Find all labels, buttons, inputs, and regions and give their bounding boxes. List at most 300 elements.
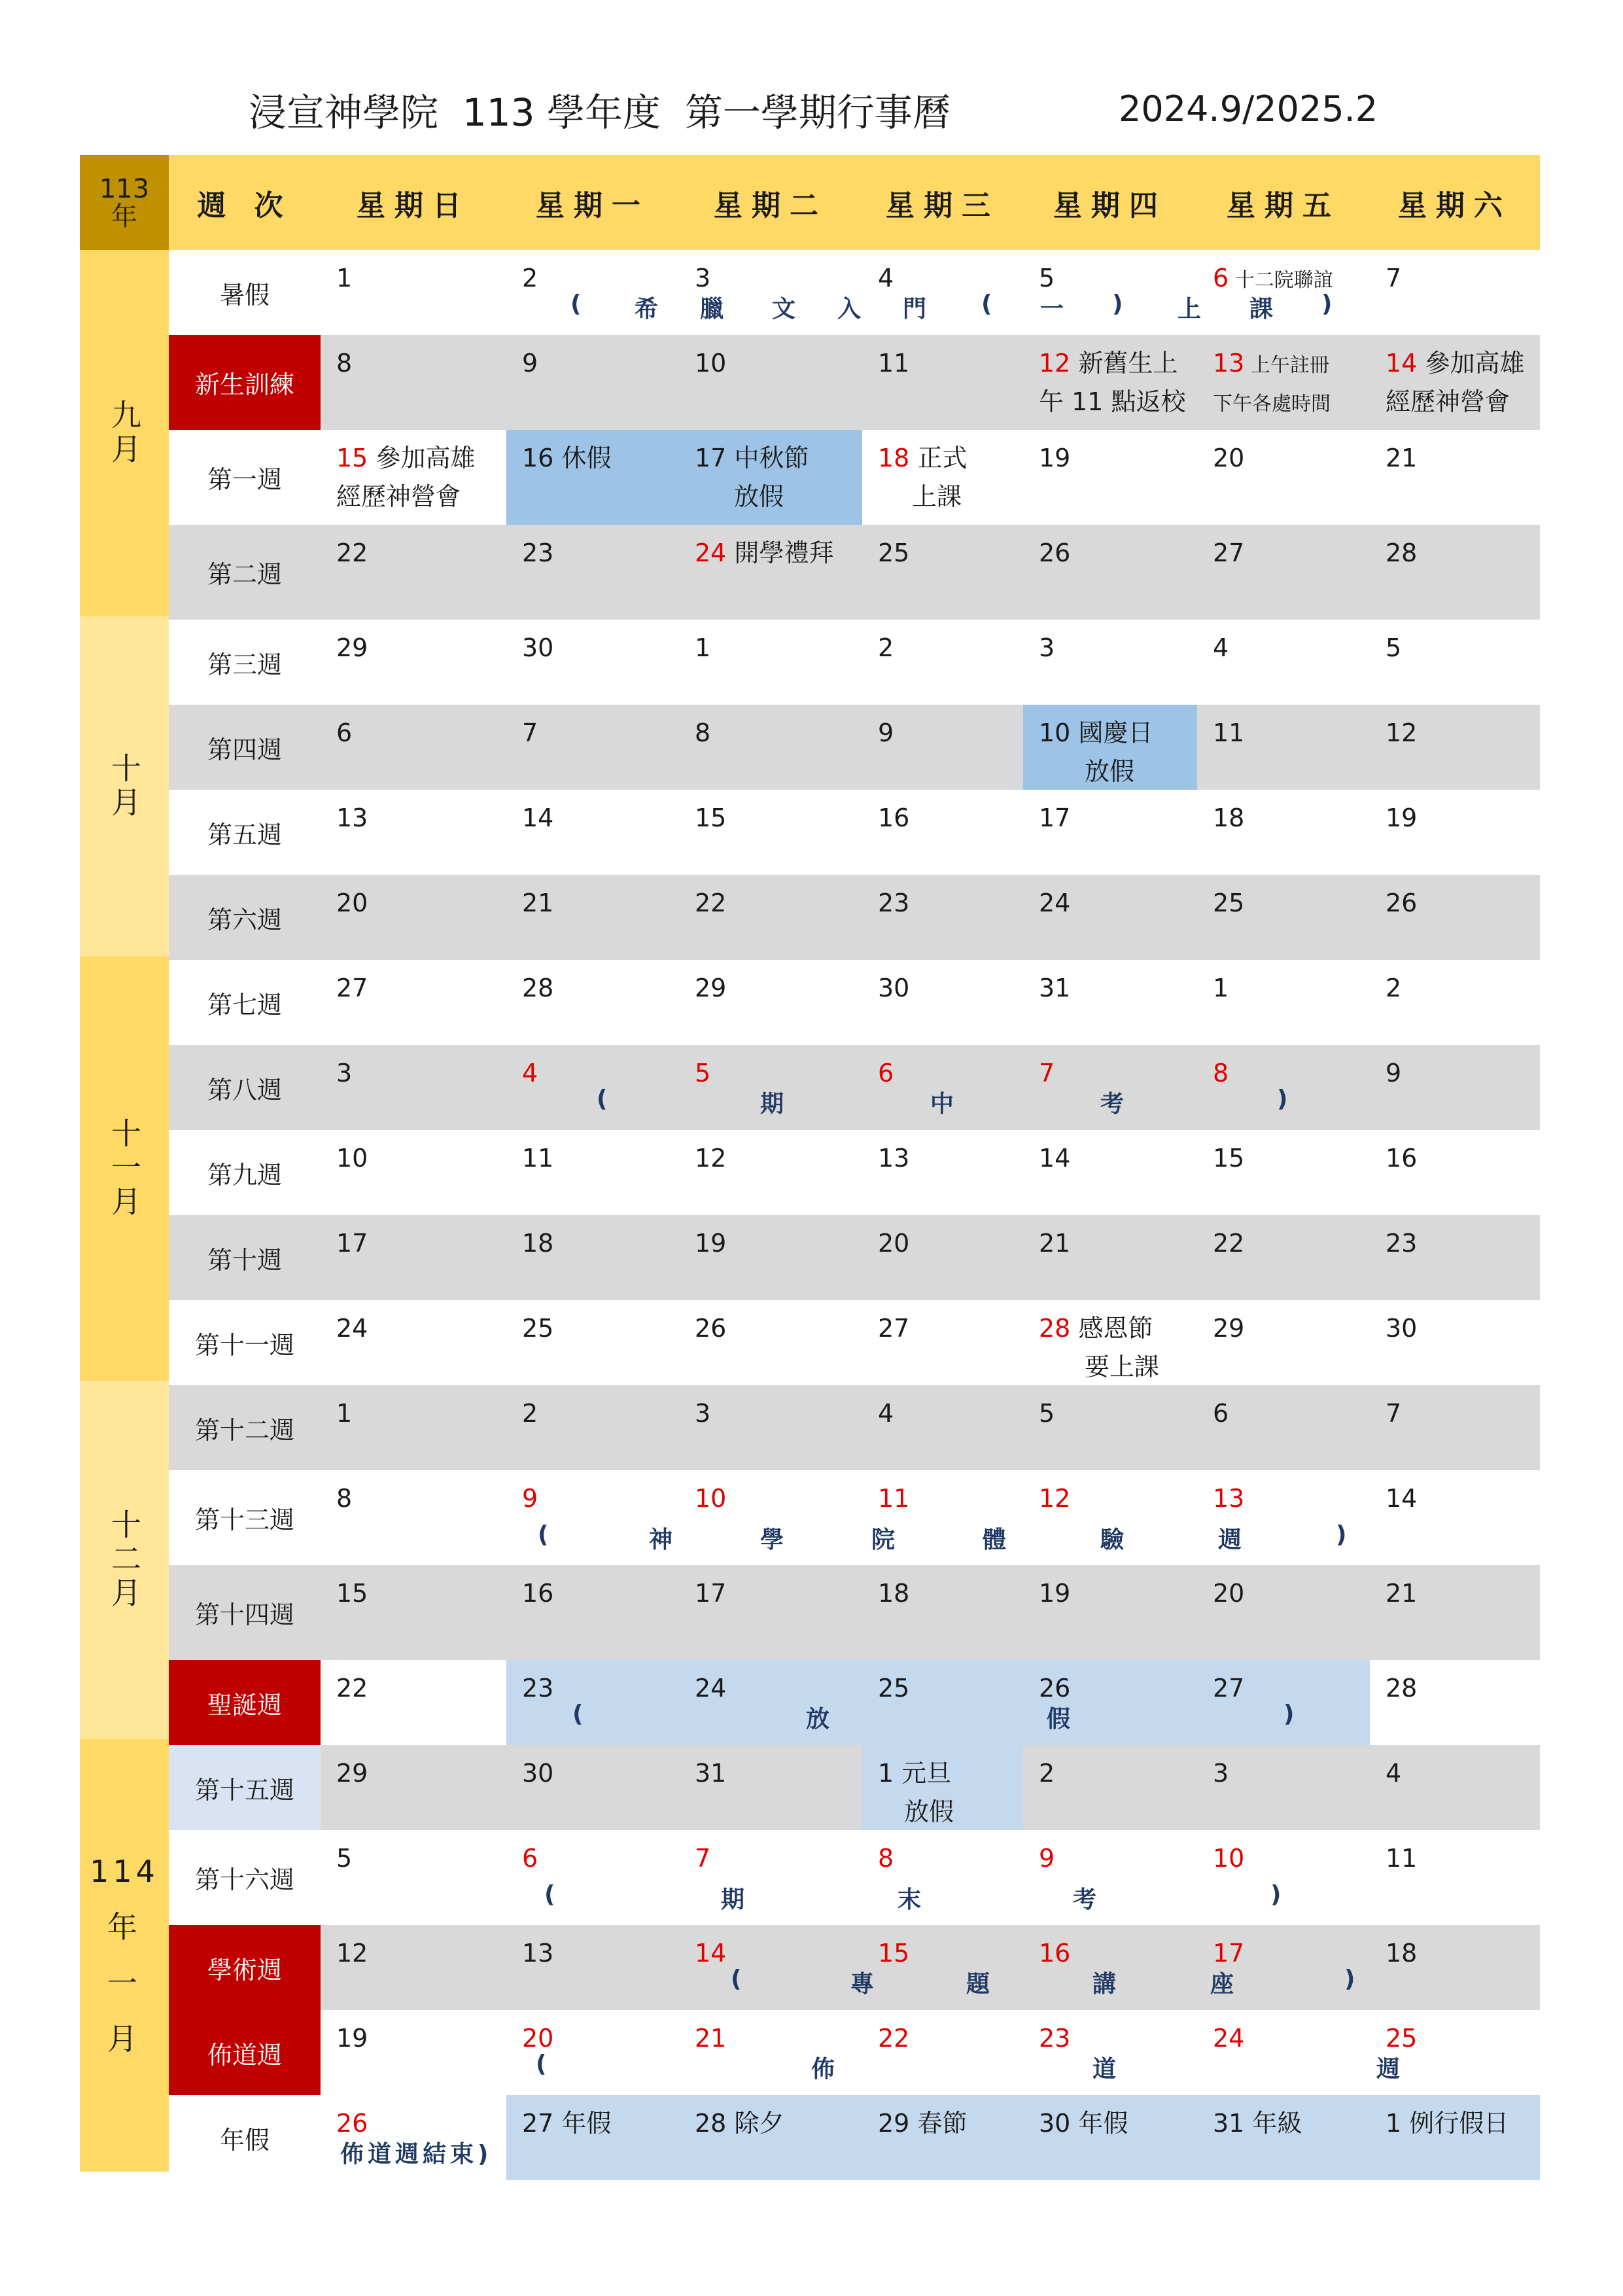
date-number: 23 — [878, 889, 910, 917]
day-cell-fri — [1197, 790, 1386, 838]
event-note: 年假 — [553, 2109, 612, 2138]
day-cell-wed — [862, 1300, 1039, 1348]
date-number: 25 — [878, 1674, 910, 1703]
date-number: 13 — [878, 1144, 910, 1173]
day-cell-mon — [506, 1660, 695, 1708]
event-note: 春節 — [909, 2109, 968, 2138]
date-number: 28 — [1386, 1674, 1418, 1703]
day-cell-thu — [1023, 875, 1213, 923]
day-cell-mon — [506, 620, 695, 667]
banner-char: ) — [1270, 1881, 1282, 1908]
date-number: 3 — [1039, 633, 1055, 662]
date-number: 30 — [1039, 2109, 1071, 2138]
day-cell-tue — [679, 1745, 878, 1793]
event-note: 年假 — [1070, 2109, 1128, 2138]
banner-char: ( — [572, 1701, 584, 1727]
day-cell-mon — [506, 2010, 695, 2058]
day-cell-mon — [506, 790, 695, 838]
day-cell-sat — [1370, 430, 1556, 478]
date-number: 18 — [1213, 804, 1245, 832]
date-number: 30 — [878, 974, 910, 1002]
month-january-yue: 月 — [107, 2021, 141, 2057]
day-header-sun: 星期日 — [321, 155, 506, 250]
date-number: 17 — [695, 444, 727, 472]
date-number: 16 — [1386, 1144, 1418, 1173]
date-number: 1 — [1386, 2109, 1402, 2138]
date-number: 14 — [695, 1939, 727, 1968]
day-cell-thu — [1023, 430, 1213, 478]
day-cell-thu — [1023, 790, 1213, 838]
date-number: 29 — [878, 2109, 910, 2138]
month-january — [80, 1739, 169, 2172]
banner-char: 學 — [760, 1527, 784, 1553]
date-number: 22 — [336, 539, 368, 567]
banner-char: ) — [1344, 1966, 1355, 1992]
date-number: 30 — [522, 1759, 554, 1788]
banner-char: 題 — [966, 1971, 990, 1998]
day-cell-tue — [679, 2095, 878, 2143]
date-number: 20 — [336, 889, 368, 917]
date-number: 2 — [878, 633, 894, 662]
banner-char: ) — [1321, 291, 1333, 317]
week-label: 第九週 — [207, 1160, 282, 1190]
week-label: 第六週 — [169, 875, 321, 960]
day-cell-mon — [506, 430, 695, 478]
date-number: 1 — [336, 264, 353, 292]
banner-char: 講 — [1092, 1971, 1117, 1998]
day-cell-sun — [321, 1300, 522, 1348]
banner-char: 專 — [850, 1971, 875, 1998]
event-note: 元旦 — [894, 1759, 952, 1788]
banner-char: ( — [538, 1521, 549, 1548]
event-note: 午 11 點返校 — [1039, 387, 1186, 416]
date-number: 25 — [522, 1314, 554, 1343]
date-number: 21 — [1039, 1229, 1071, 1258]
date-number: 26 — [1039, 539, 1071, 567]
day-cell-fri — [1197, 1300, 1386, 1348]
day-cell-fri — [1197, 1045, 1386, 1093]
day-cell-fri — [1197, 620, 1386, 667]
day-cell-wed — [862, 1130, 1039, 1178]
day-cell-tue — [679, 430, 878, 516]
day-header-fri: 星期五 — [1197, 155, 1370, 250]
day-cell-wed — [862, 1215, 1039, 1263]
date-number: 30 — [522, 633, 554, 662]
month-december: 十二月 — [80, 1381, 169, 1739]
date-number: 16 — [878, 804, 910, 832]
date-number: 26 — [1386, 889, 1418, 917]
banner-char: 週 — [1218, 1527, 1242, 1553]
date-number: 12 — [1039, 349, 1071, 378]
banner-char: ( — [731, 1966, 742, 1992]
day-cell-tue — [679, 1925, 878, 1973]
date-number: 2 — [522, 1399, 538, 1428]
date-number: 5 — [1039, 264, 1055, 292]
event-note: 參加高雄 — [368, 444, 476, 472]
day-cell-sat — [1370, 1830, 1556, 1878]
week-label: 暑假 — [219, 280, 270, 309]
day-cell-wed — [862, 335, 1039, 383]
banner-char: 文 — [772, 296, 796, 323]
week-label: 第十三週 — [194, 1506, 294, 1534]
date-number: 7 — [1039, 1059, 1055, 1087]
day-cell-thu — [1023, 1745, 1213, 1793]
date-number: 18 — [878, 1579, 910, 1608]
date-number: 10 — [695, 1484, 727, 1513]
date-number: 19 — [1039, 444, 1071, 472]
day-cell-thu — [1023, 1470, 1213, 1518]
date-number: 24 — [1039, 889, 1071, 917]
date-number: 9 — [522, 349, 538, 378]
date-number: 26 — [695, 1314, 727, 1343]
day-cell-fri — [1197, 525, 1386, 573]
date-number: 17 — [1213, 1939, 1245, 1968]
date-number: 20 — [1213, 444, 1245, 472]
banner-char: ) — [1277, 1086, 1288, 1112]
week-label: 學術週 — [169, 1925, 321, 2010]
date-number: 12 — [1386, 718, 1418, 747]
event-note: 要上課 — [1085, 1352, 1160, 1381]
day-cell-fri — [1197, 960, 1386, 1008]
date-number: 9 — [878, 718, 894, 747]
date-number: 14 — [1039, 1144, 1071, 1173]
day-cell-tue — [679, 525, 878, 573]
day-cell-thu — [1023, 1385, 1213, 1433]
week-label: 第四週 — [169, 705, 321, 790]
event-note: 休假 — [553, 444, 612, 472]
day-cell-sun — [321, 790, 522, 838]
month-january-nian: 年 — [107, 1909, 141, 1945]
date-number: 1 — [695, 633, 711, 662]
banner-char: ( — [544, 1881, 555, 1908]
event-note: 參加高雄 — [1417, 349, 1525, 378]
date-number: 22 — [878, 2024, 910, 2053]
day-cell-wed — [862, 430, 1039, 516]
banner-char: 一 — [1040, 296, 1064, 323]
event-note: 經歷神營會 — [336, 482, 461, 511]
day-cell-sat — [1370, 2095, 1556, 2143]
day-cell-thu — [1023, 620, 1213, 667]
date-number: 19 — [1386, 804, 1418, 832]
day-cell-mon — [506, 1565, 695, 1613]
date-number: 7 — [522, 718, 538, 747]
date-number: 26 — [1039, 1674, 1071, 1703]
week-label: 佈道週 — [169, 2010, 321, 2095]
date-number: 29 — [336, 633, 368, 662]
date-number: 14 — [1386, 1484, 1418, 1513]
event-note: 放假 — [904, 1797, 954, 1826]
date-number: 6 — [878, 1059, 894, 1087]
day-cell-fri — [1197, 1385, 1386, 1433]
date-number: 26 — [336, 2109, 368, 2138]
day-cell-sun — [321, 705, 522, 752]
day-cell-fri — [1197, 1215, 1386, 1263]
day-cell-fri — [1197, 335, 1386, 421]
date-number: 11 — [878, 1484, 910, 1513]
date-number: 31 — [695, 1759, 727, 1788]
banner-char: 放 — [806, 1706, 830, 1733]
day-cell-wed — [862, 875, 1039, 923]
day-cell-wed — [862, 960, 1039, 1008]
day-cell-fri — [1197, 250, 1386, 298]
date-number: 23 — [1386, 1229, 1418, 1258]
date-number: 23 — [522, 1674, 554, 1703]
date-number: 8 — [336, 1484, 353, 1513]
day-cell-sun — [321, 1660, 522, 1708]
day-cell-sun — [321, 1385, 522, 1433]
date-number: 5 — [695, 1059, 711, 1087]
day-cell-tue — [679, 2010, 878, 2058]
day-cell-thu — [1023, 705, 1213, 791]
day-cell-sat — [1370, 1745, 1556, 1793]
date-number: 1 — [336, 1399, 353, 1428]
date-number: 28 — [522, 974, 554, 1002]
banner-char: 期 — [760, 1091, 784, 1118]
day-cell-mon — [506, 705, 695, 752]
date-number: 14 — [1386, 349, 1418, 378]
date-number: 13 — [1213, 1484, 1245, 1513]
day-cell-mon — [506, 1830, 695, 1878]
date-number: 5 — [1039, 1399, 1055, 1428]
date-number: 22 — [1213, 1229, 1245, 1258]
day-cell-mon — [506, 1745, 695, 1793]
date-number: 15 — [336, 1579, 368, 1608]
date-number: 14 — [522, 804, 554, 832]
date-number: 18 — [878, 444, 910, 472]
day-cell-sun — [321, 1470, 522, 1518]
day-cell-fri — [1197, 1830, 1386, 1878]
banner-char: 上 — [1178, 296, 1202, 323]
day-cell-sun — [321, 1925, 522, 1973]
date-number: 16 — [522, 1579, 554, 1608]
date-number: 8 — [878, 1844, 894, 1873]
day-cell-wed — [862, 525, 1039, 573]
date-number: 18 — [522, 1229, 554, 1258]
banner-char: 座 — [1210, 1971, 1234, 1998]
calendar-table — [80, 155, 1540, 2172]
week-label: 第八週 — [169, 1045, 321, 1130]
day-cell-mon — [506, 1215, 695, 1263]
banner-char: 院 — [871, 1527, 896, 1553]
event-note: 年級 — [1244, 2109, 1302, 2138]
date-number: 31 — [1213, 2109, 1245, 2138]
date-number: 18 — [1386, 1939, 1418, 1968]
date-number: 3 — [336, 1059, 353, 1087]
day-cell-tue — [679, 1215, 878, 1263]
day-cell-tue — [679, 1300, 878, 1348]
date-number: 8 — [1213, 1059, 1229, 1087]
date-number: 4 — [878, 264, 894, 292]
month-october: 十月 — [80, 616, 169, 957]
date-number: 19 — [336, 2024, 368, 2053]
day-cell-sun — [321, 250, 522, 298]
banner-char: 體 — [983, 1527, 1007, 1553]
banner-char: ) — [1283, 1701, 1295, 1727]
event-note: 放假 — [1085, 756, 1135, 786]
year-corner-number: 113 — [99, 173, 150, 204]
day-cell-sat — [1370, 525, 1556, 573]
day-cell-sat — [1370, 620, 1556, 667]
date-number: 1 — [1213, 974, 1229, 1002]
day-cell-mon — [506, 875, 695, 923]
date-number: 22 — [336, 1674, 368, 1703]
day-cell-sat — [1370, 1925, 1556, 1973]
banner-char: 佈道週結束) — [340, 2141, 493, 2168]
week-label: 第十六週 — [194, 1865, 294, 1894]
date-number: 6 — [1213, 264, 1229, 292]
date-number: 23 — [522, 539, 554, 567]
date-number: 21 — [522, 889, 554, 917]
day-cell-sat — [1370, 1660, 1556, 1708]
banner-char: ( — [536, 2051, 547, 2077]
date-number: 24 — [336, 1314, 368, 1343]
date-number: 7 — [1386, 264, 1402, 292]
day-cell-sun — [321, 1045, 522, 1093]
date-number: 4 — [1213, 633, 1229, 662]
banner-char: ( — [597, 1086, 608, 1112]
date-number: 7 — [1386, 1399, 1402, 1428]
month-january-year: 114 — [90, 1854, 159, 1890]
week-label: 第十五週 — [169, 1745, 321, 1830]
day-cell-tue — [679, 1565, 878, 1613]
month-november: 十一月 — [80, 957, 169, 1381]
day-cell-tue — [679, 1130, 878, 1178]
date-number: 2 — [522, 264, 538, 292]
date-number: 7 — [695, 1844, 711, 1873]
day-cell-wed — [862, 1470, 1039, 1518]
event-note: 十二院聯誼 — [1229, 269, 1333, 292]
day-cell-sun — [321, 525, 522, 573]
day-cell-wed — [862, 1660, 1039, 1708]
day-cell-sun — [321, 335, 522, 383]
week-label: 第十一週 — [194, 1330, 294, 1360]
date-number: 29 — [336, 1759, 368, 1788]
day-cell-tue — [679, 335, 878, 383]
date-number: 10 — [695, 349, 727, 378]
date-number: 23 — [1039, 2024, 1071, 2053]
day-cell-fri — [1197, 2010, 1386, 2058]
day-cell-tue — [679, 1385, 878, 1433]
day-cell-fri — [1197, 1565, 1386, 1613]
banner-char: ) — [1112, 291, 1123, 317]
date-number: 10 — [1213, 1844, 1245, 1873]
date-number: 12 — [336, 1939, 368, 1968]
day-cell-wed — [862, 1925, 1039, 1973]
event-note: 經歷神營會 — [1386, 387, 1510, 416]
week-label: 第十二週 — [169, 1385, 321, 1470]
day-cell-sat — [1370, 1300, 1556, 1348]
date-number: 6 — [336, 718, 353, 747]
date-number: 27 — [1213, 1674, 1245, 1703]
day-cell-sun — [321, 430, 522, 516]
event-note: 開學禮拜 — [726, 539, 834, 567]
day-cell-sat — [1370, 335, 1556, 421]
date-number: 4 — [878, 1399, 894, 1428]
banner-char: 末 — [898, 1886, 922, 1913]
date-number: 24 — [695, 1674, 727, 1703]
event-note: 除夕 — [726, 2109, 784, 2138]
day-cell-sat — [1370, 1565, 1556, 1613]
day-cell-sat — [1370, 1385, 1556, 1433]
date-number: 31 — [1039, 974, 1071, 1002]
term-period: 2024.9/2025.2 — [1119, 88, 1378, 130]
day-cell-sat — [1370, 1470, 1556, 1518]
day-cell-mon — [506, 960, 695, 1008]
date-number: 28 — [1386, 539, 1418, 567]
day-cell-mon — [506, 525, 695, 573]
date-number: 15 — [878, 1939, 910, 1968]
date-number: 29 — [1213, 1314, 1245, 1343]
day-cell-thu — [1023, 1130, 1213, 1178]
day-header-thu: 星期四 — [1023, 155, 1197, 250]
day-cell-thu — [1023, 1565, 1213, 1613]
day-cell-sat — [1370, 875, 1556, 923]
day-cell-sat — [1370, 1215, 1556, 1263]
day-cell-mon — [506, 250, 695, 298]
date-number: 2 — [1386, 974, 1402, 1002]
week-label: 新生訓練 — [169, 335, 321, 430]
date-number: 22 — [695, 889, 727, 917]
date-number: 12 — [695, 1144, 727, 1173]
banner-char: 臘 — [700, 296, 724, 323]
date-number: 6 — [1213, 1399, 1229, 1428]
date-number: 17 — [695, 1579, 727, 1608]
date-number: 17 — [336, 1229, 368, 1258]
page-title: 浸宣神學院 113 學年度 第一學期行事曆 — [249, 90, 951, 135]
banner-char: 假 — [1047, 1706, 1071, 1733]
week-label: 第五週 — [207, 820, 282, 849]
event-note: 下午各處時間 — [1213, 392, 1331, 415]
date-number: 30 — [1386, 1314, 1418, 1343]
event-note: 上午註冊 — [1244, 354, 1329, 377]
day-cell-sat — [1370, 1130, 1556, 1178]
week-label: 第一週 — [207, 465, 282, 494]
day-cell-mon — [506, 1470, 695, 1518]
date-number: 3 — [1213, 1759, 1229, 1788]
date-number: 27 — [522, 2109, 554, 2138]
day-cell-mon — [506, 1300, 695, 1348]
day-cell-thu — [1023, 335, 1213, 421]
day-cell-sun — [321, 960, 522, 1008]
banner-char: 道 — [1092, 2056, 1117, 2083]
date-number: 24 — [695, 539, 727, 567]
day-cell-thu — [1023, 1300, 1213, 1386]
week-label: 第二週 — [169, 525, 321, 620]
day-cell-sun — [321, 620, 522, 667]
date-number: 9 — [1386, 1059, 1402, 1087]
day-cell-tue — [679, 1830, 878, 1878]
day-cell-mon — [506, 1130, 695, 1178]
date-number: 20 — [1213, 1579, 1245, 1608]
day-cell-mon — [506, 335, 695, 383]
day-cell-sat — [1370, 1045, 1556, 1093]
date-number: 1 — [878, 1759, 894, 1788]
day-cell-fri — [1197, 2095, 1386, 2143]
day-cell-sun — [321, 2010, 522, 2058]
date-number: 21 — [1386, 444, 1418, 472]
date-number: 28 — [695, 2109, 727, 2138]
day-cell-tue — [679, 875, 878, 923]
date-number: 21 — [1386, 1579, 1418, 1608]
date-number: 5 — [1386, 633, 1402, 662]
date-number: 4 — [1386, 1759, 1402, 1788]
day-cell-thu — [1023, 1215, 1213, 1263]
week-label: 第十週 — [169, 1215, 321, 1300]
day-cell-sun — [321, 1745, 522, 1793]
banner-char: 神 — [649, 1527, 673, 1553]
day-cell-thu — [1023, 2095, 1213, 2143]
month-january-yi: 一 — [107, 1965, 141, 2001]
